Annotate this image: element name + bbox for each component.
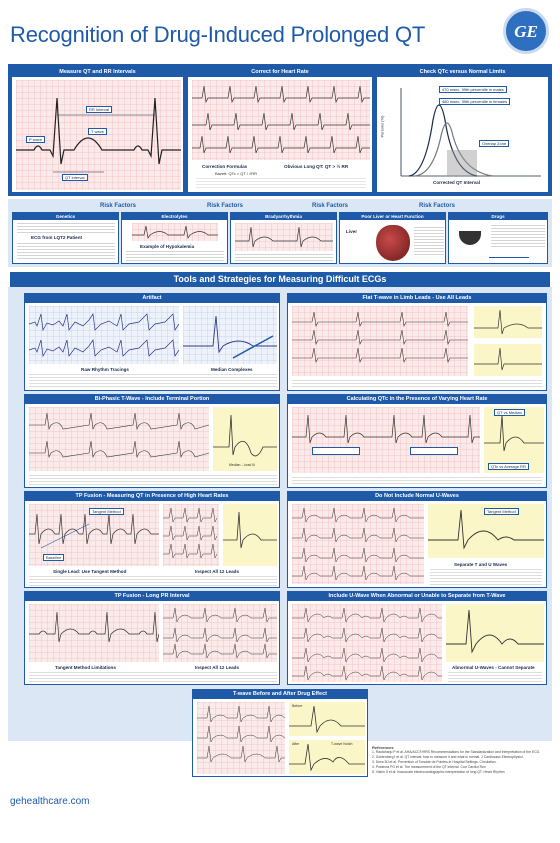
electrolytes-ecg (132, 223, 218, 241)
genetics-note (17, 243, 115, 261)
artifact-cap2: Median Complexes (211, 367, 253, 372)
electrolytes-caption: Example of Hypokalemia (140, 244, 195, 249)
varying-hr-ecg (292, 407, 480, 473)
drugs-list (491, 225, 545, 247)
reference-2: 2. Goldenberg I et al. QT interval: how to measure it and what is normal. J Cardiovasc Electrophysiol. (372, 755, 524, 759)
normal-uwave-median (428, 504, 544, 558)
after-median (289, 740, 365, 774)
genetics-text (17, 223, 115, 233)
artifact-title: Artifact (25, 294, 279, 303)
genetics-title: Genetics (13, 213, 118, 220)
heart-icon (376, 225, 410, 261)
correct-ecg (192, 80, 370, 160)
flat-twave-panel (287, 293, 547, 391)
qt-median-label: QT vs Median (494, 409, 525, 416)
abnormal-uwave-median (446, 604, 544, 662)
long-pr-cap1: Tangent Method Limitations (55, 665, 116, 670)
electrolytes-title: Electrolytes (122, 213, 227, 220)
risk-bradyarrhythmia (230, 212, 337, 264)
baseline-label: Baseline (43, 554, 64, 561)
liver-caption: Liver (346, 229, 357, 234)
tangent-label: Tangent Method (89, 508, 124, 515)
formula-title: Correction Formulas (202, 164, 248, 169)
flat-twave-note (292, 380, 542, 388)
risk-drugs (448, 212, 548, 264)
flat-twave-ecg (292, 306, 468, 376)
ge-logo (503, 8, 549, 54)
brady-note (235, 254, 333, 262)
legend-female: 480 msec, 99th percentile in females (439, 98, 510, 105)
flat-twave-median-1 (474, 306, 542, 338)
qtc-formula-2 (410, 447, 458, 455)
before-median (289, 702, 365, 736)
long-pr-title: TP Fusion - Long PR Interval (25, 592, 279, 601)
normal-uwave-title: Do Not Include Normal U-Waves (288, 492, 546, 501)
risk-label-3: Risk Factors (312, 203, 349, 209)
tp-fusion-hr-ecg (29, 504, 159, 566)
tp-fusion-hr-12lead (163, 504, 219, 566)
risk-label-2: Risk Factors (207, 203, 244, 209)
varying-hr-panel (287, 394, 547, 488)
brady-ecg (235, 223, 333, 251)
tp-fusion-hr-median (223, 504, 277, 566)
electrolytes-note (126, 251, 224, 261)
formula-obvious: Obvious Long QT: QT > ½ RR (284, 164, 349, 169)
normal-uwave-panel (287, 491, 547, 588)
tp-fusion-hr-cap1: Single Lead: Use Tangent Method (53, 569, 127, 574)
biphasic-note (29, 475, 277, 485)
measure-title: Measure QT and RR Intervals (12, 68, 183, 77)
normal-uwave-cap2: Separate T and U Waves (454, 562, 508, 567)
check-ylabel: Persons (%) (379, 115, 385, 138)
long-pr-ecg (29, 604, 159, 662)
measure-ecg (16, 80, 181, 190)
long-pr-panel (24, 591, 280, 685)
reference-1: 1. Rautaharju P et al. AHA/ACCF/HRS Recommendations for the Standardization and Interpretation of the ECG. (372, 750, 541, 754)
abnormal-uwave-title: Include U-Wave When Abnormal or Unable to Separate from T-Wave (288, 592, 546, 601)
rr-interval-label: RR Interval (86, 106, 112, 113)
abnormal-uwave-ecg (292, 604, 442, 682)
reference-4: 4. Postema PG et al. The measurement of the QT interval. Curr Cardiol Rev. (372, 765, 487, 769)
risk-liver-heart (339, 212, 446, 264)
normal-uwave-note (430, 569, 542, 585)
check-panel (376, 67, 549, 193)
qt-interval-label: QT interval (62, 174, 88, 181)
t-wave-label: T wave (88, 128, 107, 135)
abnormal-uwave-note (448, 672, 542, 682)
flat-twave-median-2 (474, 344, 542, 376)
liver-title: Poor Liver or Heart Function (340, 213, 445, 220)
before-label: Before (292, 704, 303, 708)
genetics-caption: ECG from LQT2 Patient (31, 235, 83, 240)
tp-fusion-hr-note (29, 576, 277, 586)
before-after-panel (192, 689, 368, 777)
normal-uwave-ecg (292, 504, 424, 584)
formula-bazett: Bazett: QTc = QT / √RR (214, 171, 258, 176)
drugs-link[interactable] (489, 253, 529, 258)
normal-uwave-tangent: Tangent Method (484, 508, 519, 515)
risk-genetics (12, 212, 119, 264)
biphasic-median (213, 407, 277, 471)
long-pr-12lead (163, 604, 277, 662)
risk-label-4: Risk Factors (419, 203, 456, 209)
tp-fusion-hr-panel (24, 491, 280, 588)
artifact-median (183, 306, 277, 364)
tp-fusion-hr-title: TP Fusion - Measuring QT in Presence of High Heart Rates (25, 492, 279, 501)
flat-twave-title: Flat T-wave in Limb Leads - Use All Leads (288, 294, 546, 303)
overlap-zone-label: Overlap Zone (479, 140, 509, 147)
biphasic-panel (24, 394, 280, 488)
reference-5: 5. Viskin S et al. Inaccurate electrocardiographic interpretation of long QT. Heart Rhythm. (372, 770, 506, 774)
p-wave-label: P wave (26, 136, 45, 143)
mortar-pestle-icon (459, 231, 481, 245)
artifact-panel (24, 293, 280, 391)
logo-text: GE (514, 22, 538, 41)
drugs-title: Drugs (449, 213, 547, 220)
footer-url[interactable]: gehealthcare.com (10, 796, 90, 807)
long-pr-note (29, 672, 277, 682)
artifact-ecg (29, 306, 179, 364)
long-pr-cap2: Inspect All 12 Leads (195, 665, 239, 670)
references-title: References (372, 745, 394, 750)
tu-label: T-wave Notch (331, 742, 353, 746)
artifact-cap1: Raw Rhythm Tracings (81, 367, 129, 372)
tp-fusion-hr-cap2: Inspect All 12 Leads (195, 569, 239, 574)
varying-hr-note (292, 477, 542, 485)
liver-note (414, 227, 444, 257)
tools-title: Tools and Strategies for Measuring Difficult ECGs (10, 272, 550, 287)
check-title: Check QTc versus Normal Limits (377, 68, 548, 77)
before-after-title: T-wave Before and After Drug Effect (193, 690, 367, 699)
biphasic-median-label: Median - Lead III (229, 463, 256, 467)
references (372, 745, 552, 775)
page-title: Recognition of Drug-Induced Prolonged QT (10, 22, 426, 47)
legend-male: 470 msec, 99th percentile in males (439, 86, 507, 93)
qtc-average-label: QTc vs Average RR (488, 463, 529, 470)
formula-note (196, 178, 366, 190)
brady-title: Bradyarrhythmia (231, 213, 336, 220)
reference-3: 3. Drew BJ et al. Prevention of Torsade de Pointes in Hospital Settings. Circulation. (372, 760, 497, 764)
correct-title: Correct for Heart Rate (188, 68, 372, 77)
qtc-formula-1 (312, 447, 360, 455)
biphasic-title: Bi-Phasic T-Wave - Include Terminal Portion (25, 395, 279, 404)
abnormal-uwave-cap2: Abnormal U-Waves - Cannot Separate (452, 665, 535, 670)
biphasic-ecg (29, 407, 209, 471)
before-after-ecg (197, 702, 285, 774)
artifact-note (29, 374, 277, 388)
qtc-distribution-chart (381, 80, 546, 190)
risk-electrolytes (121, 212, 228, 264)
abnormal-uwave-panel (287, 591, 547, 685)
correct-panel (187, 67, 373, 193)
risk-label-1: Risk Factors (100, 203, 137, 209)
measure-panel (11, 67, 184, 193)
check-xlabel: Corrected QT Interval (433, 180, 480, 185)
varying-hr-title: Calculating QTc in the Presence of Varying Heart Rate (288, 395, 546, 404)
after-label: After (292, 742, 300, 746)
